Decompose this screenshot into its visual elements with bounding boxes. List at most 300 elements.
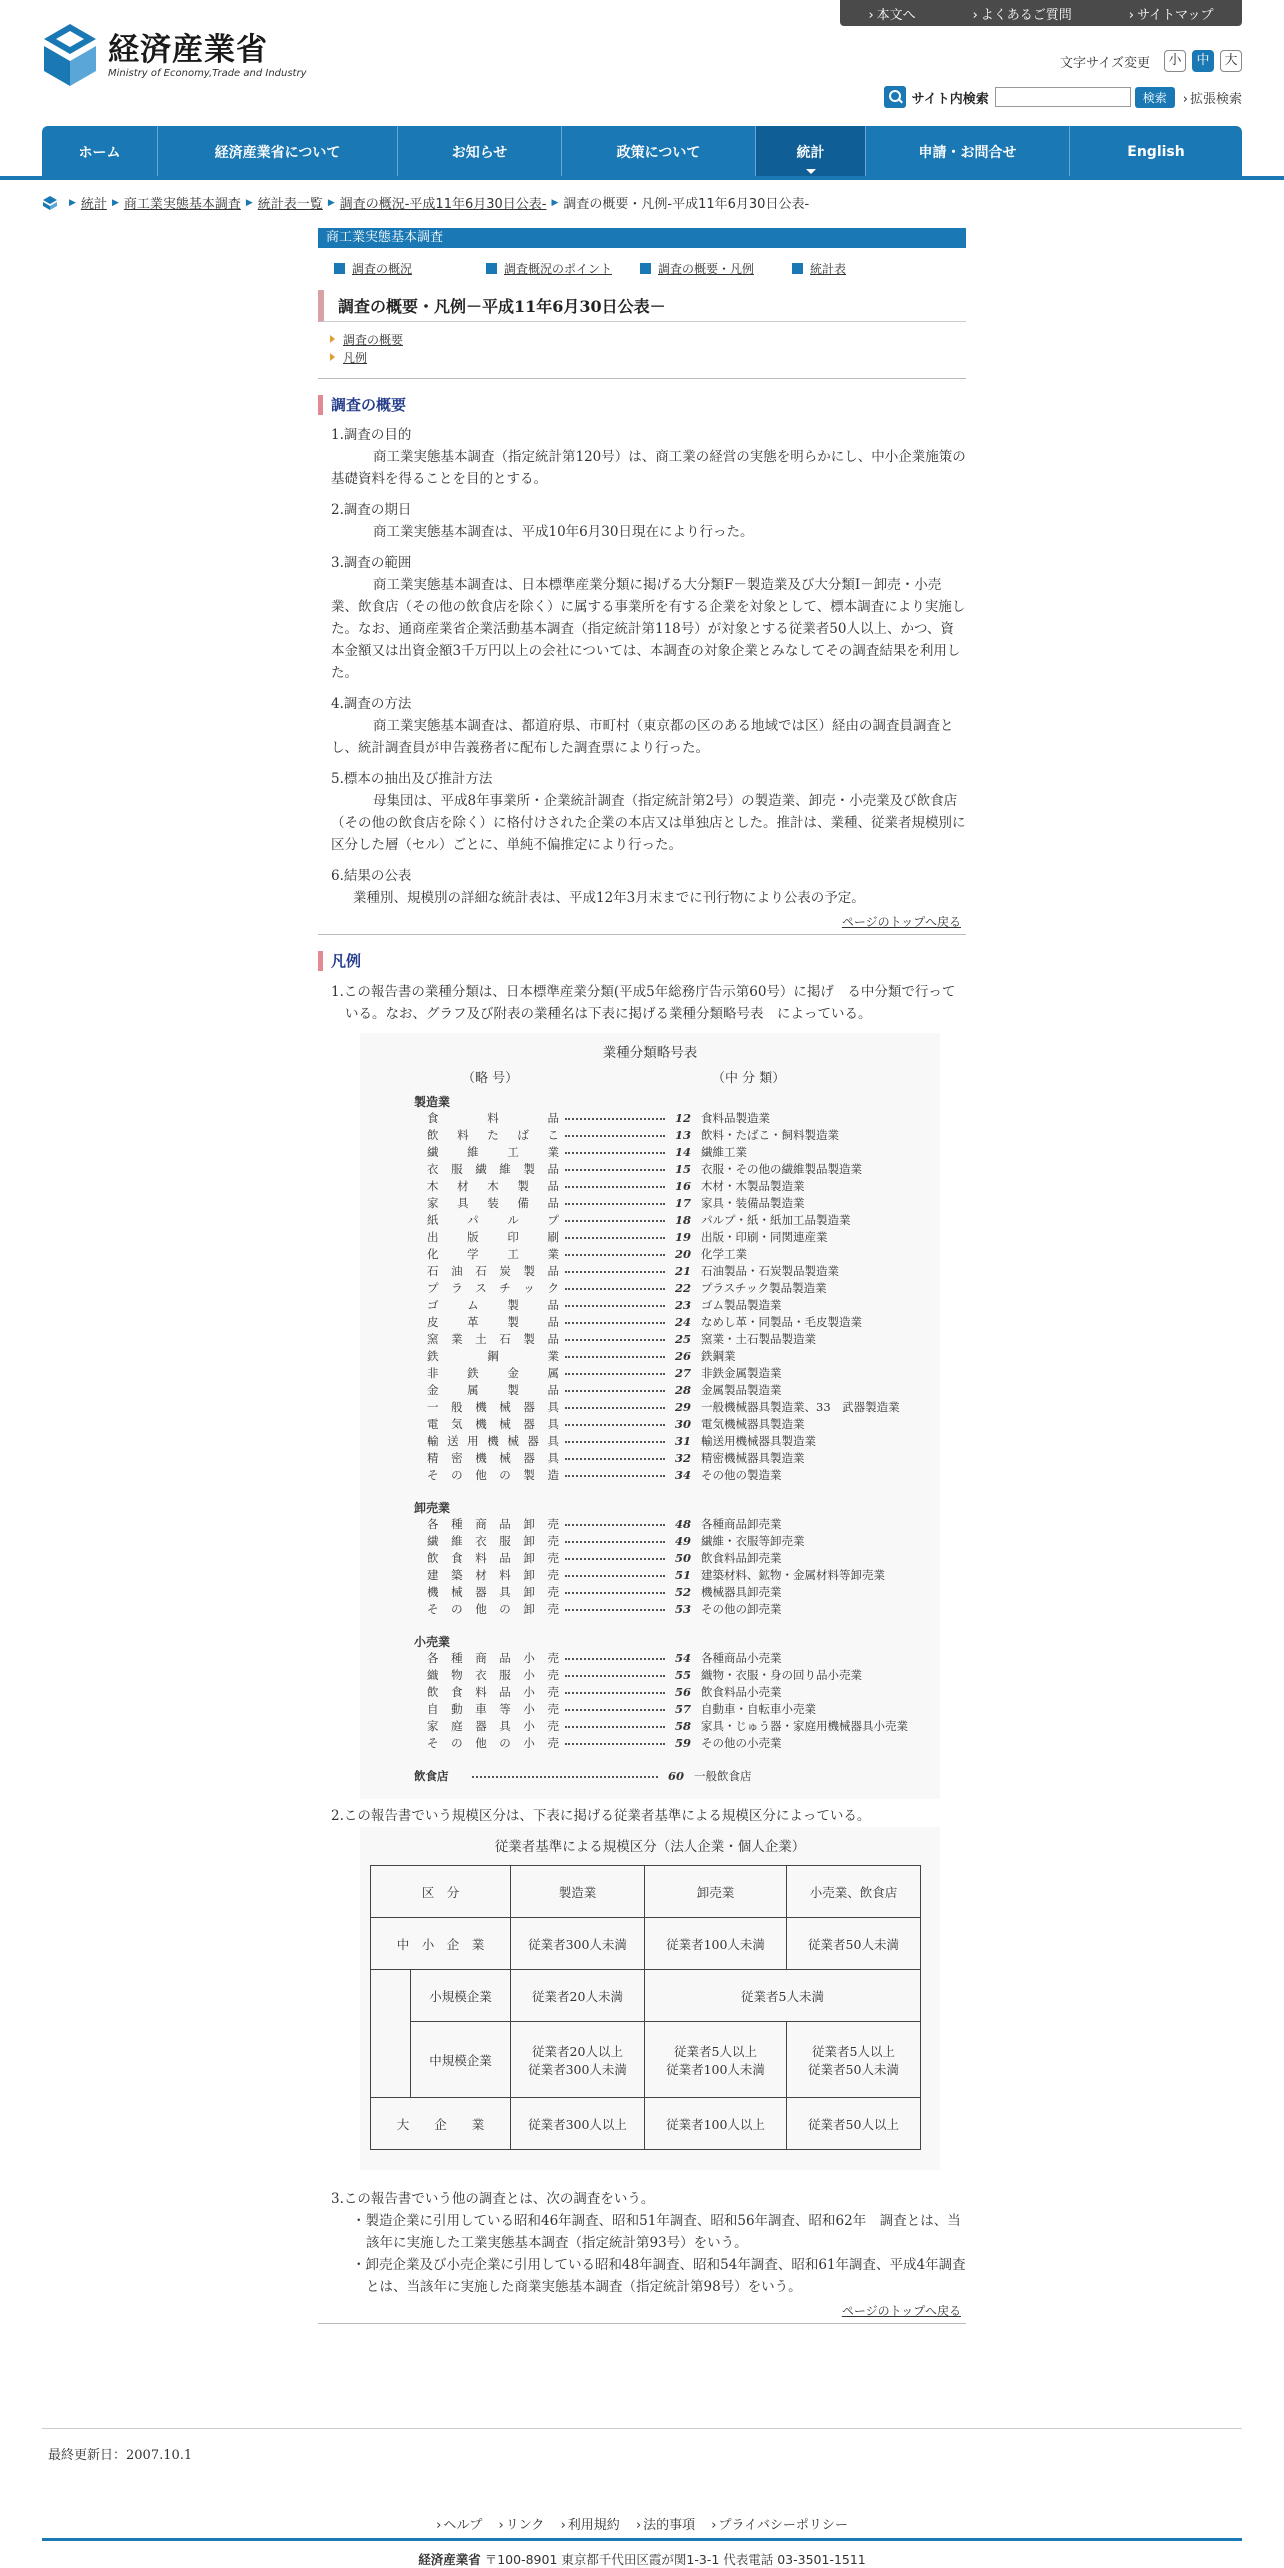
leader-dots xyxy=(565,1450,665,1460)
industry-code: 21 xyxy=(674,1264,691,1278)
figure-row xyxy=(427,1718,928,1735)
leader-dots xyxy=(565,1195,665,1205)
leader-dots xyxy=(565,1399,665,1409)
figure-row xyxy=(427,1127,928,1144)
leader-dots xyxy=(565,1567,665,1577)
table-cell: 従業者300人未満 xyxy=(511,1918,645,1970)
industry-abbreviation: 石油石炭製品 xyxy=(427,1264,559,1278)
industry-abbreviation: 一般機械器具 xyxy=(427,1400,559,1414)
figure-row xyxy=(427,1516,928,1533)
industry-code: 58 xyxy=(674,1719,691,1733)
item-title: 5.標本の抽出及び推計方法 xyxy=(331,771,493,787)
figure-row xyxy=(427,1161,928,1178)
industry-name: 金属製品製造業 xyxy=(701,1383,782,1397)
industry-name: 石油製品・石炭製品製造業 xyxy=(701,1264,839,1278)
breadcrumb-table-list[interactable]: 統計表一覧 xyxy=(257,197,323,212)
figure-row xyxy=(427,1280,928,1297)
size-classification-table xyxy=(370,1865,921,2150)
industry-abbreviation: 飲食料品小売 xyxy=(427,1685,559,1699)
leader-dots xyxy=(565,1684,665,1694)
figure-row xyxy=(427,1348,928,1365)
leader-dots xyxy=(565,1467,665,1477)
breadcrumb-separator-icon: ▶ xyxy=(111,197,119,208)
breadcrumb-overview[interactable]: 調査の概況-平成11年6月30日公表- xyxy=(339,197,547,212)
industry-name: 機械器具卸売業 xyxy=(701,1585,782,1599)
search-input[interactable] xyxy=(995,87,1131,107)
size-table-title: 従業者基準による規模区分（法人企業・個人企業） xyxy=(494,1839,806,1855)
leader-dots xyxy=(565,1433,665,1443)
figure-title: 業種分類略号表 xyxy=(602,1045,698,1061)
industry-name: その他の小売業 xyxy=(701,1736,782,1750)
item-body: 商工業実態基本調査は、平成10年6月30日現在により行った。 xyxy=(373,524,754,540)
figure-row xyxy=(427,1246,928,1263)
industry-code: 56 xyxy=(674,1685,691,1699)
industry-abbreviation: 飲料たばこ xyxy=(427,1128,559,1142)
industry-name: 繊維工業 xyxy=(701,1145,747,1159)
table-header-cell: 卸売業 xyxy=(645,1866,787,1918)
legend-paragraph-3: 3.この報告書でいう他の調査とは、次の調査をいう。 xyxy=(331,2191,655,2207)
table-cell: 従業者300人以上 xyxy=(511,2098,645,2150)
footer-org: 経済産業省 xyxy=(418,2552,481,2567)
figure-row xyxy=(427,1650,928,1667)
leader-dots xyxy=(565,1212,665,1222)
industry-name: 家具・じゅう器・家庭用機械器具小売業 xyxy=(701,1719,908,1733)
site-search xyxy=(884,86,1242,108)
industry-code: 14 xyxy=(674,1145,691,1159)
leader-dots xyxy=(565,1601,665,1611)
leader-dots xyxy=(565,1516,665,1526)
industry-abbreviation: 食料品 xyxy=(427,1111,559,1125)
footer-link-terms[interactable]: › 利用規約 xyxy=(561,2518,620,2533)
breadcrumb-current: 調査の概要・凡例-平成11年6月30日公表- xyxy=(563,197,810,212)
leader-dots xyxy=(565,1701,665,1711)
industry-name: 建築材料、鉱物・金属材料等卸売業 xyxy=(701,1568,885,1582)
table-cell: 中規模企業 xyxy=(411,2022,511,2098)
industry-abbreviation: 織物衣服小売 xyxy=(427,1668,559,1682)
group-label: 飲食店 xyxy=(414,1769,449,1783)
industry-code: 23 xyxy=(674,1298,691,1312)
figure-row xyxy=(427,1416,928,1433)
leader-dots xyxy=(565,1280,665,1290)
overview-item xyxy=(331,865,966,909)
footer-address-text: 〒100-8901 東京都千代田区霞が関1-3-1 代表電話 03-3501-1511 xyxy=(484,2552,866,2567)
figure-row xyxy=(427,1584,928,1601)
item-body: 業種別、規模別の詳細な統計表は、平成12年3月末までに刊行物により公表の予定。 xyxy=(353,890,865,906)
site-logo[interactable] xyxy=(42,22,307,88)
legend-list-item: ・卸売企業及び小売企業に引用している昭和48年調査、昭和54年調査、昭和61年調査、平成4年調査とは、当該年に実施した商業実態基本調査（指定統計第98号）をいう。 xyxy=(352,2257,966,2295)
industry-name: 出版・印刷・同関連産業 xyxy=(701,1230,828,1244)
tab-outline-legend[interactable]: 調査の概要・凡例 xyxy=(624,258,776,278)
cell-line: 従業者300人未満 xyxy=(528,2061,627,2077)
industry-abbreviation: 飲食料品卸売 xyxy=(427,1551,559,1565)
industry-name: 一般機械器具製造業、33 武器製造業 xyxy=(701,1400,900,1414)
industry-abbreviation: 化学工業 xyxy=(427,1247,559,1261)
nav-home[interactable]: ホーム xyxy=(42,126,158,178)
font-size-switcher xyxy=(1060,50,1242,72)
cell-line: 従業者5人以上 xyxy=(674,2043,757,2059)
industry-code: 22 xyxy=(674,1281,691,1295)
industry-name: 非鉄金属製造業 xyxy=(701,1366,782,1380)
industry-name: 自動車・自転車小売業 xyxy=(701,1702,816,1716)
industry-name: 各種商品卸売業 xyxy=(701,1517,782,1531)
footer-link-legal[interactable]: › 法的事項 xyxy=(636,2518,695,2533)
table-cell: 従業者5人未満 xyxy=(645,1970,921,2022)
cell-line: 従業者50人未満 xyxy=(808,2061,899,2077)
industry-abbreviation: ゴム製品 xyxy=(427,1298,559,1312)
divider xyxy=(318,378,966,379)
industry-abbreviation: 家庭器具小売 xyxy=(427,1719,559,1733)
industry-name: 食料品製造業 xyxy=(701,1111,770,1125)
industry-abbreviation: 各種商品卸売 xyxy=(427,1517,559,1531)
industry-name: その他の製造業 xyxy=(701,1468,782,1482)
table-cell-spacer xyxy=(371,1970,411,2098)
nav-statistics[interactable]: 統計 xyxy=(756,126,866,178)
item-body: 母集団は、平成8年事業所・企業統計調査（指定統計第2号）の製造業、卸売・小売業及び飲食店（その他の飲食店を除く）に格付けされた企業の本店又は単独店とした。推計は、業種、従業者規模別に区分した層（セル）ごとに、単純不偏推定により行った。 xyxy=(331,793,966,853)
industry-code: 30 xyxy=(674,1417,691,1431)
legend-list-item: ・製造企業に引用している昭和46年調査、昭和51年調査、昭和56年調査、昭和62年 調査とは、当該年に実施した工業実態基本調査（指定統計第93号）をいう。 xyxy=(352,2213,961,2251)
breadcrumb-separator-icon: ▶ xyxy=(69,197,76,208)
overview-item xyxy=(331,424,966,490)
figure-row xyxy=(427,1144,928,1161)
industry-abbreviation: 輸送用機械器具 xyxy=(427,1434,559,1448)
industry-abbreviation: その他の卸売 xyxy=(427,1602,559,1616)
industry-abbreviation: 金属製品 xyxy=(427,1383,559,1397)
search-button[interactable]: 検索 xyxy=(1135,87,1175,108)
size-classification-figure xyxy=(360,1827,940,2170)
figure-row xyxy=(427,1297,928,1314)
industry-abbreviation: 自動車等小売 xyxy=(427,1702,559,1716)
figure-row xyxy=(427,1433,928,1450)
overview-item xyxy=(331,552,966,684)
industry-abbreviation: その他の小売 xyxy=(427,1736,559,1750)
industry-code: 50 xyxy=(674,1551,691,1565)
industry-code: 12 xyxy=(674,1111,691,1125)
industry-code: 48 xyxy=(674,1517,691,1531)
leader-dots xyxy=(565,1110,665,1120)
table-cell: 中 小 企 業 xyxy=(371,1918,511,1970)
leader-dots xyxy=(565,1667,665,1677)
industry-name: 飲料・たばこ・飼料製造業 xyxy=(701,1128,839,1142)
item-body: 商工業実態基本調査（指定統計第120号）は、商工業の経営の実態を明らかにし、中小企業施策の基礎資料を得ることを目的とする。 xyxy=(331,449,966,487)
figure-row xyxy=(427,1701,928,1718)
figure-row xyxy=(427,1365,928,1382)
leader-dots xyxy=(565,1550,665,1560)
industry-name: 化学工業 xyxy=(701,1247,747,1261)
search-label: サイト内検索 xyxy=(911,91,989,107)
cell-line: 従業者5人以上 xyxy=(812,2043,895,2059)
leader-dots xyxy=(565,1263,665,1273)
industry-abbreviation: 出版印刷 xyxy=(427,1230,559,1244)
industry-name: 各種商品小売業 xyxy=(701,1651,782,1665)
industry-abbreviation: 建築材料卸売 xyxy=(427,1568,559,1582)
industry-code: 55 xyxy=(674,1668,691,1682)
industry-code: 52 xyxy=(674,1585,691,1599)
industry-abbreviation: その他の製造 xyxy=(427,1468,559,1482)
industry-abbreviation: 各種商品小売 xyxy=(427,1651,559,1665)
group-spacer xyxy=(372,1618,928,1634)
table-cell: 小規模企業 xyxy=(411,1970,511,2022)
figure-row xyxy=(414,1768,928,1785)
industry-code: 24 xyxy=(674,1315,691,1329)
figure-row xyxy=(427,1382,928,1399)
home-icon[interactable] xyxy=(42,195,58,211)
industry-code: 17 xyxy=(674,1196,691,1210)
industry-name: 電気機械器具製造業 xyxy=(701,1417,805,1431)
breadcrumb-separator-icon: ▶ xyxy=(245,197,253,208)
industry-abbreviation: 鉄鋼業 xyxy=(427,1349,559,1363)
meti-logo-icon xyxy=(42,22,98,88)
toc-overview[interactable]: 調査の概要 xyxy=(330,330,966,348)
industry-code: 57 xyxy=(674,1702,691,1716)
figure-body xyxy=(372,1094,928,1785)
leader-dots xyxy=(565,1229,665,1239)
footer-link-help[interactable]: › ヘルプ xyxy=(436,2518,482,2533)
leader-dots xyxy=(565,1650,665,1660)
figure-row xyxy=(427,1314,928,1331)
industry-name: パルプ・紙・紙加工品製造業 xyxy=(701,1213,851,1227)
leader-dots xyxy=(565,1144,665,1154)
industry-code: 34 xyxy=(674,1468,691,1482)
column-header-name: （中 分 類） xyxy=(712,1071,786,1086)
figure-row xyxy=(427,1667,928,1684)
industry-abbreviation: 精密機械器具 xyxy=(427,1451,559,1465)
leader-dots xyxy=(565,1382,665,1392)
industry-code: 59 xyxy=(674,1736,691,1750)
group-label: 製造業 xyxy=(414,1095,451,1109)
industry-name: 家具・装備品製造業 xyxy=(701,1196,805,1210)
figure-row xyxy=(427,1450,928,1467)
footer-links xyxy=(0,2514,1284,2533)
link-main-content[interactable]: › 本文へ xyxy=(868,4,915,23)
industry-name: ゴム製品製造業 xyxy=(701,1298,782,1312)
leader-dots xyxy=(565,1718,665,1728)
font-size-large-button[interactable]: 大 xyxy=(1220,50,1242,72)
footer-bar xyxy=(42,2538,1242,2541)
top-utility-bar xyxy=(840,0,1242,26)
table-cell: 従業者20人未満 xyxy=(511,1970,645,2022)
table-cell: 従業者100人未満 xyxy=(645,1918,787,1970)
font-size-small-button[interactable]: 小 xyxy=(1164,50,1186,72)
table-header-cell: 小売業、飲食店 xyxy=(787,1866,921,1918)
industry-code: 19 xyxy=(674,1230,691,1244)
industry-name: なめし革・同製品・毛皮製造業 xyxy=(701,1315,862,1329)
leader-dots xyxy=(565,1416,665,1426)
industry-abbreviation: 皮革製品 xyxy=(427,1315,559,1329)
industry-name: 鉄鋼業 xyxy=(701,1349,736,1363)
leader-dots xyxy=(565,1331,665,1341)
overview-item xyxy=(331,768,966,856)
industry-code: 51 xyxy=(674,1568,691,1582)
nav-underline xyxy=(0,176,1284,180)
industry-code: 53 xyxy=(674,1602,691,1616)
industry-code: 54 xyxy=(674,1651,691,1665)
figure-row xyxy=(427,1467,928,1484)
industry-abbreviation: 繊維工業 xyxy=(427,1145,559,1159)
section-heading-legend: 凡例 xyxy=(318,951,966,971)
item-body: 商工業実態基本調査は、日本標準産業分類に掲げる大分類F－製造業及び大分類I－卸売・小売業、飲食店（その他の飲食店を除く）に属する事業所を有する企業を対象として、標本調査により実施した。なお、通商産業省企業活動基本調査（指定統計第118号）が対象とする従業者50人以上、かつ、資本金額又は出資金額3千万円以上の会社については、本調査の対象企業とみなしてその調査結果を利用した。 xyxy=(331,577,966,681)
industry-name: その他の卸売業 xyxy=(701,1602,782,1616)
leader-dots xyxy=(565,1348,665,1358)
industry-abbreviation: 機械器具卸売 xyxy=(427,1585,559,1599)
item-title: 1.調査の目的 xyxy=(331,427,412,443)
item-title: 4.調査の方法 xyxy=(331,696,412,712)
figure-row xyxy=(427,1567,928,1584)
figure-row xyxy=(427,1229,928,1246)
leader-dots xyxy=(565,1178,665,1188)
figure-row xyxy=(427,1263,928,1280)
figure-row xyxy=(427,1601,928,1618)
industry-name: 窯業・土石製品製造業 xyxy=(701,1332,816,1346)
back-to-top-link[interactable]: ページのトップへ戻る xyxy=(841,2304,961,2318)
industry-code: 60 xyxy=(667,1769,684,1783)
table-cell xyxy=(511,2022,645,2098)
industry-abbreviation: 電気機械器具 xyxy=(427,1417,559,1431)
industry-name: 飲食料品卸売業 xyxy=(701,1551,782,1565)
overview-item xyxy=(331,693,966,759)
industry-abbreviation-table xyxy=(360,1033,940,1799)
industry-name: 一般飲食店 xyxy=(694,1769,752,1783)
table-header-cell: 製造業 xyxy=(511,1866,645,1918)
footer-link-privacy[interactable]: › プライバシーポリシー xyxy=(711,2518,848,2533)
leader-dots xyxy=(565,1246,665,1256)
main-content xyxy=(318,228,966,2324)
industry-abbreviation: 繊維衣服卸売 xyxy=(427,1534,559,1548)
figure-row xyxy=(427,1684,928,1701)
industry-code: 26 xyxy=(674,1349,691,1363)
group-label: 小売業 xyxy=(414,1635,451,1649)
table-header-cell: 区 分 xyxy=(371,1866,511,1918)
industry-name: 飲食料品小売業 xyxy=(701,1685,782,1699)
figure-row xyxy=(427,1110,928,1127)
footer-divider xyxy=(42,2428,1242,2429)
industry-code: 20 xyxy=(674,1247,691,1261)
figure-row xyxy=(427,1735,928,1752)
page-toc xyxy=(318,330,966,366)
leader-dots xyxy=(472,1768,658,1778)
item-body: 商工業実態基本調査は、都道府県、市町村（東京都の区のある地域では区）経由の調査員調査とし、統計調査員が申告義務者に配布した調査票により行った。 xyxy=(331,718,954,756)
figure-row xyxy=(427,1178,928,1195)
industry-code: 15 xyxy=(674,1162,691,1176)
section-heading-overview: 調査の概要 xyxy=(318,395,966,415)
leader-dots xyxy=(565,1584,665,1594)
industry-abbreviation: 紙パルプ xyxy=(427,1213,559,1227)
tab-points[interactable]: 調査概況のポイント xyxy=(470,258,624,278)
industry-abbreviation: 窯業土石製品 xyxy=(427,1332,559,1346)
leader-dots xyxy=(565,1127,665,1137)
breadcrumb-survey[interactable]: 商工業実態基本調査 xyxy=(123,197,241,212)
page-title: 調査の概要・凡例－平成11年6月30日公表－ xyxy=(318,290,966,322)
table-cell xyxy=(645,2022,787,2098)
last-updated: 最終更新日：2007.10.1 xyxy=(48,2448,193,2463)
logo-subtitle: Ministry of Economy,Trade and Industry xyxy=(108,67,307,79)
industry-name: 木材・木製品製造業 xyxy=(701,1179,805,1193)
font-size-label: 文字サイズ変更 xyxy=(1060,55,1150,71)
divider xyxy=(318,934,966,935)
leader-dots xyxy=(565,1735,665,1745)
global-nav xyxy=(42,126,1242,178)
industry-code: 28 xyxy=(674,1383,691,1397)
industry-name: 衣服・その他の繊維製品製造業 xyxy=(701,1162,862,1176)
item-title: 3.調査の範囲 xyxy=(331,555,412,571)
industry-abbreviation: 衣服繊維製品 xyxy=(427,1162,559,1176)
item-title: 2.調査の期日 xyxy=(331,502,412,518)
industry-code: 18 xyxy=(674,1213,691,1227)
nav-applications[interactable]: 申請・お問合せ xyxy=(866,126,1070,178)
table-cell: 大 企 業 xyxy=(371,2098,511,2150)
search-icon xyxy=(884,86,906,108)
industry-abbreviation: 非鉄金属 xyxy=(427,1366,559,1380)
industry-name: 精密機械器具製造業 xyxy=(701,1451,805,1465)
industry-name: 織物・衣服・身の回り品小売業 xyxy=(701,1668,862,1682)
table-cell: 従業者100人以上 xyxy=(645,2098,787,2150)
breadcrumb-separator-icon: ▶ xyxy=(551,197,559,208)
tab-tables[interactable]: 統計表 xyxy=(776,258,876,278)
industry-abbreviation: プラスチック xyxy=(427,1281,559,1295)
leader-dots xyxy=(565,1314,665,1324)
divider xyxy=(318,2323,966,2324)
industry-code: 25 xyxy=(674,1332,691,1346)
nav-policy[interactable]: 政策について xyxy=(562,126,756,178)
industry-name: 輸送用機械器具製造業 xyxy=(701,1434,816,1448)
nav-english[interactable]: English xyxy=(1127,144,1185,160)
table-cell: 従業者50人以上 xyxy=(787,2098,921,2150)
industry-name: プラスチック製品製造業 xyxy=(701,1281,827,1295)
breadcrumb-statistics[interactable]: 統計 xyxy=(80,197,107,212)
breadcrumb-separator-icon: ▶ xyxy=(327,197,335,208)
font-size-medium-button[interactable]: 中 xyxy=(1192,50,1214,72)
footer-link-links[interactable]: › リンク xyxy=(498,2518,544,2533)
table-cell: 従業者50人未満 xyxy=(787,1918,921,1970)
leader-dots xyxy=(565,1365,665,1375)
back-to-top-link[interactable]: ページのトップへ戻る xyxy=(841,915,961,929)
footer-address xyxy=(0,2550,1284,2568)
tab-overview[interactable]: 調査の概況 xyxy=(318,258,470,278)
nav-about[interactable]: 経済産業省について xyxy=(158,126,398,178)
section-header: 商工業実態基本調査 xyxy=(318,228,966,248)
logo-title: 経済産業省 xyxy=(108,31,268,68)
breadcrumb xyxy=(42,193,809,212)
figure-row xyxy=(427,1331,928,1348)
toc-legend[interactable]: 凡例 xyxy=(330,348,966,366)
group-spacer xyxy=(372,1752,928,1768)
legend-paragraph-2: 2.この報告書でいう規模区分は、下表に掲げる従業者基準による規模区分によっている。 xyxy=(331,1808,871,1824)
item-title: 6.結果の公表 xyxy=(331,868,412,884)
industry-code: 32 xyxy=(674,1451,691,1465)
industry-code: 49 xyxy=(674,1534,691,1548)
industry-code: 27 xyxy=(674,1366,691,1380)
figure-row xyxy=(427,1533,928,1550)
industry-code: 31 xyxy=(674,1434,691,1448)
industry-abbreviation: 木材木製品 xyxy=(427,1179,559,1193)
overview-item xyxy=(331,499,966,543)
legend-paragraph-1: 1.この報告書の業種分類は、日本標準産業分類(平成5年総務庁告示第60号）に掲げ る中分類で行っている。なお、グラフ及び附表の業種名は下表に掲げる業種分類略号表 によっている。 xyxy=(331,984,956,1022)
industry-code: 13 xyxy=(674,1128,691,1142)
nav-news[interactable]: お知らせ xyxy=(398,126,562,178)
industry-abbreviation: 家具装備品 xyxy=(427,1196,559,1210)
sub-tabs xyxy=(318,258,966,278)
link-sitemap[interactable]: › サイトマップ xyxy=(1129,4,1214,23)
link-faq[interactable]: › よくあるご質問 xyxy=(973,4,1072,23)
industry-name: 繊維・衣服等卸売業 xyxy=(701,1534,805,1548)
industry-code: 29 xyxy=(674,1400,691,1414)
leader-dots xyxy=(565,1297,665,1307)
figure-row xyxy=(427,1195,928,1212)
cell-line: 従業者20人以上 xyxy=(532,2043,623,2059)
group-spacer xyxy=(372,1484,928,1500)
extended-search-link[interactable]: › 拡張検索 xyxy=(1183,88,1242,107)
industry-code: 16 xyxy=(674,1179,691,1193)
leader-dots xyxy=(565,1161,665,1171)
